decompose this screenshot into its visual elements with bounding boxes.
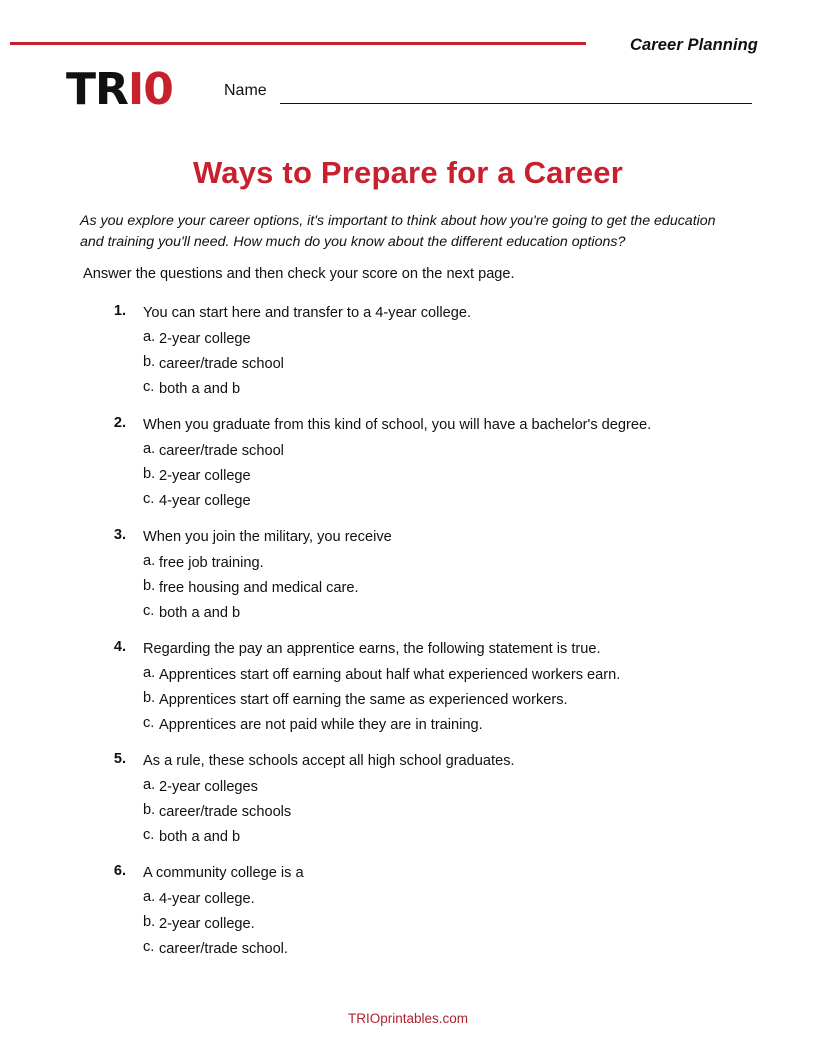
question-heading — [96, 639, 776, 659]
choice-letter: c. — [143, 491, 155, 507]
question-number: 2. — [113, 415, 126, 431]
choice-text: both a and b — [159, 381, 241, 397]
choice-letter: b. — [143, 802, 156, 818]
name-field-label: Name — [224, 82, 267, 99]
choice-letter: a. — [143, 553, 156, 569]
logo-text-left: TR — [66, 64, 128, 115]
choice-text: career/trade school — [159, 443, 284, 459]
question-number: 6. — [113, 863, 126, 879]
footer-site-label: TRIOprintables.com — [347, 1011, 469, 1026]
question-number: 4. — [113, 639, 126, 655]
choice-option[interactable] — [143, 553, 776, 573]
choice-text: 2-year college. — [159, 916, 255, 932]
question-number: 5. — [113, 751, 126, 767]
header-category-label: Career Planning — [629, 36, 758, 54]
question-item — [96, 751, 776, 847]
choice-list — [143, 889, 776, 959]
question-heading — [96, 415, 776, 435]
choice-option[interactable] — [143, 491, 776, 511]
choice-option[interactable] — [143, 354, 776, 374]
choice-letter: b. — [143, 690, 156, 706]
choice-letter: c. — [143, 715, 155, 731]
question-item — [96, 303, 776, 399]
choice-option[interactable] — [143, 441, 776, 461]
question-text: You can start here and transfer to a 4-year college. — [143, 305, 472, 321]
choice-option[interactable] — [143, 715, 776, 735]
choice-list — [143, 329, 776, 399]
question-item — [96, 639, 776, 735]
choice-letter: c. — [143, 379, 155, 395]
choice-letter: b. — [143, 466, 156, 482]
question-number: 1. — [113, 303, 126, 319]
question-text: A community college is a — [143, 865, 304, 881]
choice-text: both a and b — [159, 829, 241, 845]
choice-list — [143, 777, 776, 847]
choice-text: 2-year college — [159, 331, 251, 347]
choice-list — [143, 441, 776, 511]
name-input-line[interactable] — [280, 103, 752, 104]
question-text: When you join the military, you receive — [143, 529, 392, 545]
choice-text: free housing and medical care. — [159, 580, 359, 596]
choice-letter: a. — [143, 777, 156, 793]
choice-text: free job training. — [159, 555, 264, 571]
choice-text: 4-year college. — [159, 891, 255, 907]
question-heading — [96, 527, 776, 547]
choice-option[interactable] — [143, 578, 776, 598]
choice-text: Apprentices are not paid while they are in training. — [159, 717, 483, 733]
choice-option[interactable] — [143, 603, 776, 623]
question-number: 3. — [113, 527, 126, 543]
question-heading — [96, 863, 776, 883]
header-red-rule — [10, 42, 586, 45]
choice-text: Apprentices start off earning about half what experienced workers earn. — [159, 667, 621, 683]
question-text: Regarding the pay an apprentice earns, the following statement is true. — [143, 641, 601, 657]
choice-text: Apprentices start off earning the same as experienced workers. — [159, 692, 568, 708]
question-item — [96, 527, 776, 623]
question-text: As a rule, these schools accept all high school graduates. — [143, 753, 515, 769]
choice-letter: a. — [143, 889, 156, 905]
choice-option[interactable] — [143, 827, 776, 847]
choice-letter: c. — [143, 603, 155, 619]
choice-letter: b. — [143, 914, 156, 930]
logo-text-accent: I0 — [127, 64, 173, 115]
choice-text: 2-year colleges — [159, 779, 258, 795]
choice-option[interactable] — [143, 379, 776, 399]
choice-option[interactable] — [143, 802, 776, 822]
choice-letter: a. — [143, 329, 156, 345]
instruction-text: Answer the questions and then check your score on the next page. — [83, 266, 515, 282]
choice-letter: a. — [143, 441, 156, 457]
question-item — [96, 863, 776, 959]
choice-letter: c. — [143, 939, 155, 955]
choice-option[interactable] — [143, 914, 776, 934]
choice-option[interactable] — [143, 466, 776, 486]
choice-text: both a and b — [159, 605, 241, 621]
page-title: Ways to Prepare for a Career — [192, 155, 624, 190]
choice-option[interactable] — [143, 665, 776, 685]
choice-list — [143, 665, 776, 735]
choice-text: 2-year college — [159, 468, 251, 484]
question-heading — [96, 303, 776, 323]
trio-logo — [66, 64, 173, 115]
choice-option[interactable] — [143, 889, 776, 909]
choice-letter: b. — [143, 578, 156, 594]
header-bar — [0, 36, 816, 60]
choice-letter: b. — [143, 354, 156, 370]
choice-text: career/trade school. — [159, 941, 288, 957]
choice-list — [143, 553, 776, 623]
choice-option[interactable] — [143, 777, 776, 797]
choice-text: 4-year college — [159, 493, 251, 509]
choice-letter: c. — [143, 827, 155, 843]
choice-text: career/trade schools — [159, 804, 292, 820]
question-item — [96, 415, 776, 511]
question-list — [96, 303, 776, 975]
intro-paragraph: As you explore your career options, it's important to think about how you're going to get the education and training you'll need. How much do you know about the different education options? — [80, 213, 716, 250]
choice-letter: a. — [143, 665, 156, 681]
choice-text: career/trade school — [159, 356, 284, 372]
choice-option[interactable] — [143, 329, 776, 349]
choice-option[interactable] — [143, 690, 776, 710]
choice-option[interactable] — [143, 939, 776, 959]
question-heading — [96, 751, 776, 771]
question-text: When you graduate from this kind of school, you will have a bachelor's degree. — [143, 417, 652, 433]
